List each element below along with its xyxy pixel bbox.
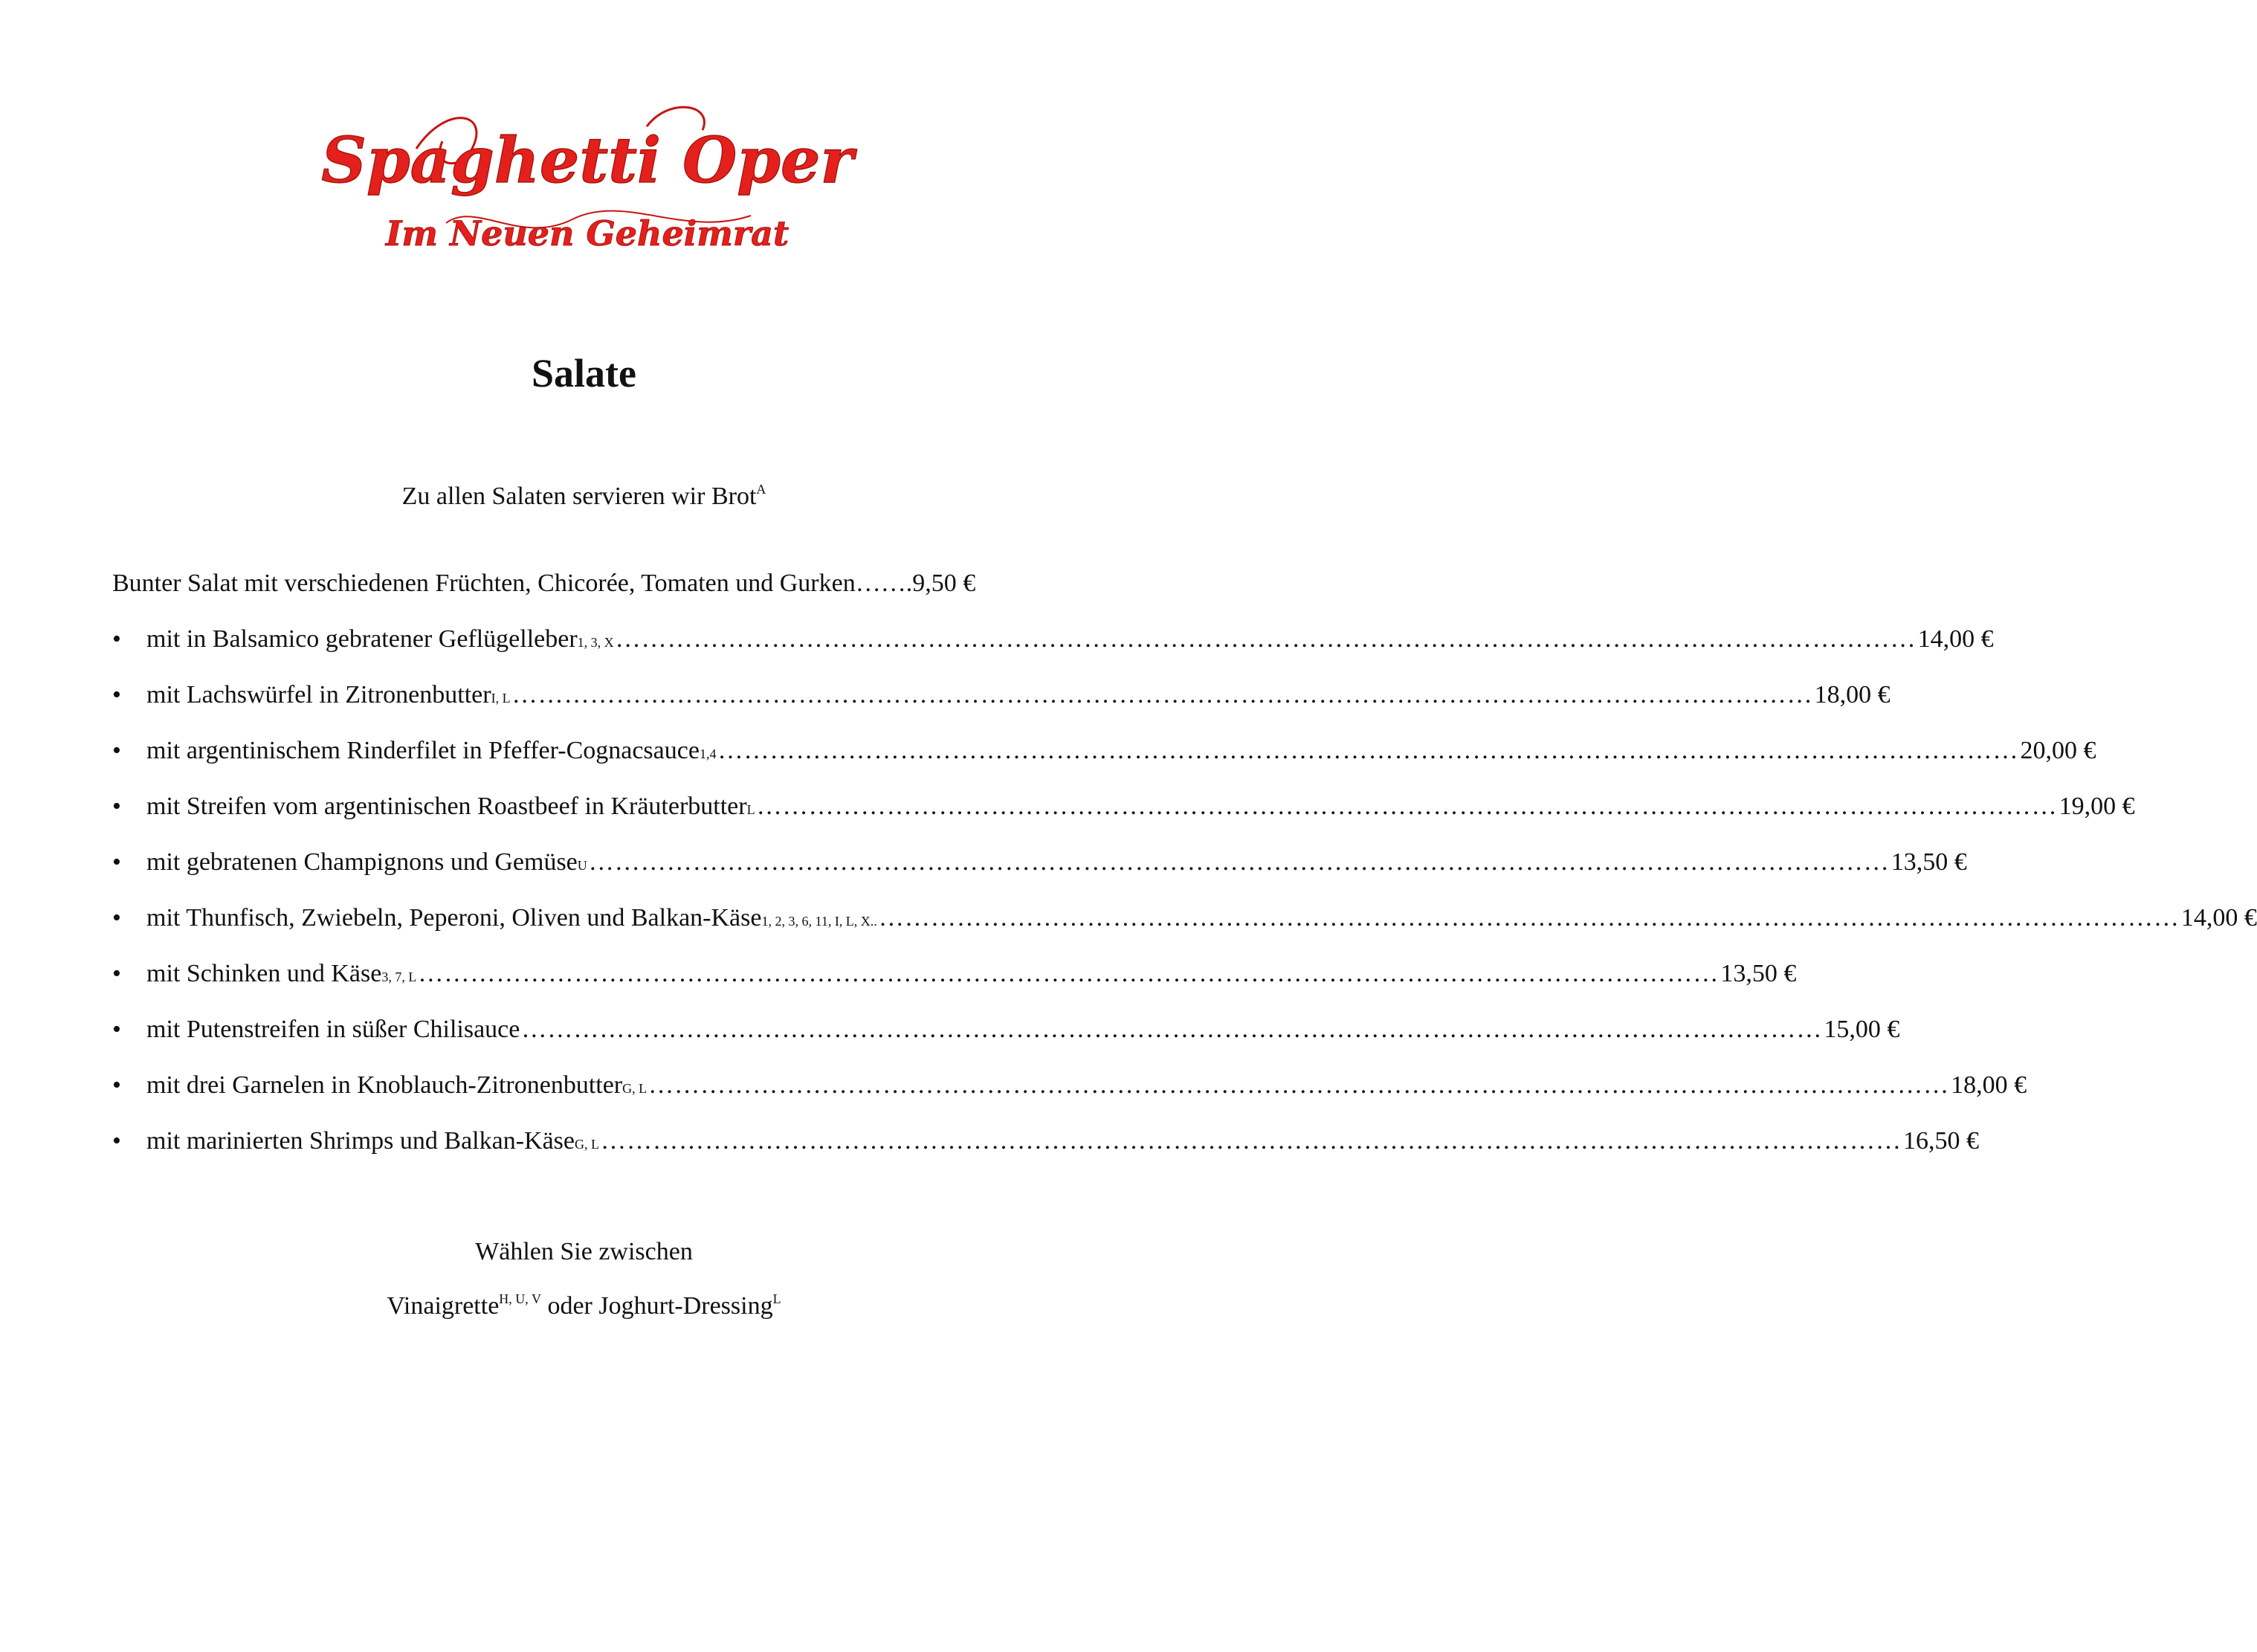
menu-item-price: 19,00 € <box>2059 793 2135 820</box>
logo-subtitle: Im Neuen Geheimrat <box>385 213 790 254</box>
menu-item-price: 13,50 € <box>1890 848 1967 876</box>
dressing-options <box>0 1291 1168 1321</box>
menu-item-name: mit Schinken und Käse <box>146 960 382 987</box>
dot-leader <box>418 958 1719 990</box>
menu-item: • mit Streifen vom argentinischen Roastbeef in Kräuterbutter L …………………………………………………………………………………………………………………………………… 19,00 € <box>112 790 1060 823</box>
menu-item: • mit Thunfisch, Zwiebeln, Peperoni, Oliven und Balkan-Käse 1, 2, 3, 6, 11, I, L, X.. …………………………………………………………………………………………………………………………………… 14,00 € <box>112 902 1060 935</box>
menu-item: • mit in Balsamico gebratener Geflügelleber 1, 3, X …………………………………………………………………………………………………………………………………… 14,00 € <box>112 623 1060 656</box>
base-salad-name: Bunter Salat mit verschiedenen Früchten, Chicorée, Tomaten und Gurken <box>112 570 856 597</box>
base-salad-price: 9,50 € <box>912 570 976 597</box>
bullet-icon: • <box>112 737 121 764</box>
page-title: Salate <box>532 351 636 396</box>
menu-item-name: mit gebratenen Champignons und Gemüse <box>146 848 578 876</box>
menu-item: • mit Lachswürfel in Zitronenbutter I, L …………………………………………………………………………………………………………………………………… 18,00 € <box>112 679 1060 712</box>
bullet-icon: • <box>112 1127 121 1155</box>
menu-item-price: 18,00 € <box>1951 1071 2027 1099</box>
menu-item-name: mit drei Garnelen in Knoblauch-Zitronenbutter <box>146 1071 623 1099</box>
dot-leader <box>521 1013 1822 1046</box>
dot-leader <box>601 1125 1902 1158</box>
intro-text: Zu allen Salaten servieren wir Brot <box>401 483 757 510</box>
menu-item-price: 16,50 € <box>1903 1127 1979 1155</box>
menu-item-name: mit Thunfisch, Zwiebeln, Peperoni, Oliven und Balkan-Käse <box>146 904 762 932</box>
dot-leader <box>616 623 1917 656</box>
menu-item-price: 14,00 € <box>2180 904 2257 932</box>
menu-item-price: 15,00 € <box>1824 1016 1900 1043</box>
bullet-icon: • <box>112 960 121 987</box>
base-salad-line <box>112 567 1056 600</box>
dot-leader <box>757 790 2058 823</box>
menu-item-name: mit Putenstreifen in süßer Chilisauce <box>146 1016 520 1043</box>
menu-item: • mit argentinischem Rinderfilet in Pfeffer-Cognacsauce 1,4 …………………………………………………………………………………………………………………………………… 20,00 € <box>112 735 1060 767</box>
intro-allergen: A <box>756 482 766 497</box>
menu-item-name: mit in Balsamico gebratener Geflügelleber <box>146 625 578 653</box>
base-salad-leader: ……. <box>855 570 913 597</box>
menu-item-price: 18,00 € <box>1814 681 1890 709</box>
restaurant-logo <box>321 97 853 268</box>
bullet-icon: • <box>112 904 121 932</box>
dot-leader <box>648 1069 1949 1102</box>
dot-leader <box>717 735 2018 767</box>
menu-item-name: mit Lachswürfel in Zitronenbutter <box>146 681 491 709</box>
bullet-icon: • <box>112 681 121 709</box>
bullet-icon: • <box>112 625 121 653</box>
menu-item-name: mit Streifen vom argentinischen Roastbeef in Kräuterbutter <box>146 793 747 820</box>
joghurt-allergens: L <box>772 1291 781 1306</box>
menu-item-name: mit argentinischem Rinderfilet in Pfeffer-Cognacsauce <box>146 737 700 764</box>
dot-leader <box>512 679 1813 712</box>
dressing-choice-heading: Wählen Sie zwischen <box>475 1238 693 1265</box>
menu-item: • mit marinierten Shrimps und Balkan-Käse G, L …………………………………………………………………………………………………………………………………… 16,50 € <box>112 1125 1060 1158</box>
bullet-icon: • <box>112 1071 121 1099</box>
menu-item-name: mit marinierten Shrimps und Balkan-Käse <box>146 1127 575 1155</box>
menu-item: • mit gebratenen Champignons und Gemüse U …………………………………………………………………………………………………………………………………… 13,50 € <box>112 846 1060 879</box>
dot-leader <box>879 902 2180 935</box>
dressing-joiner: oder <box>540 1292 599 1320</box>
bullet-icon: • <box>112 1016 121 1043</box>
vinaigrette-allergens: H, U, V <box>499 1291 541 1306</box>
dot-leader <box>589 846 1890 879</box>
dressing-option-vinaigrette: Vinaigrette <box>387 1292 500 1320</box>
menu-item-price: 13,50 € <box>1720 960 1797 987</box>
bullet-icon: • <box>112 848 121 876</box>
menu-item-price: 20,00 € <box>2020 737 2096 764</box>
menu-item: • mit Schinken und Käse 3, 7, L …………………………………………………………………………………………………………………………………… 13,50 € <box>112 958 1060 990</box>
intro-line <box>0 482 1168 512</box>
logo-name: Spaghetti Oper <box>321 123 853 197</box>
menu-item <box>112 1013 1900 1046</box>
bullet-icon: • <box>112 793 121 820</box>
menu-item-price: 14,00 € <box>1917 625 1994 653</box>
logo-graphic <box>321 97 853 268</box>
menu-item: • mit drei Garnelen in Knoblauch-Zitronenbutter G, L …………………………………………………………………………………………………………………………………… 18,00 € <box>112 1069 1060 1102</box>
dressing-option-joghurt: Joghurt-Dressing <box>598 1292 773 1320</box>
